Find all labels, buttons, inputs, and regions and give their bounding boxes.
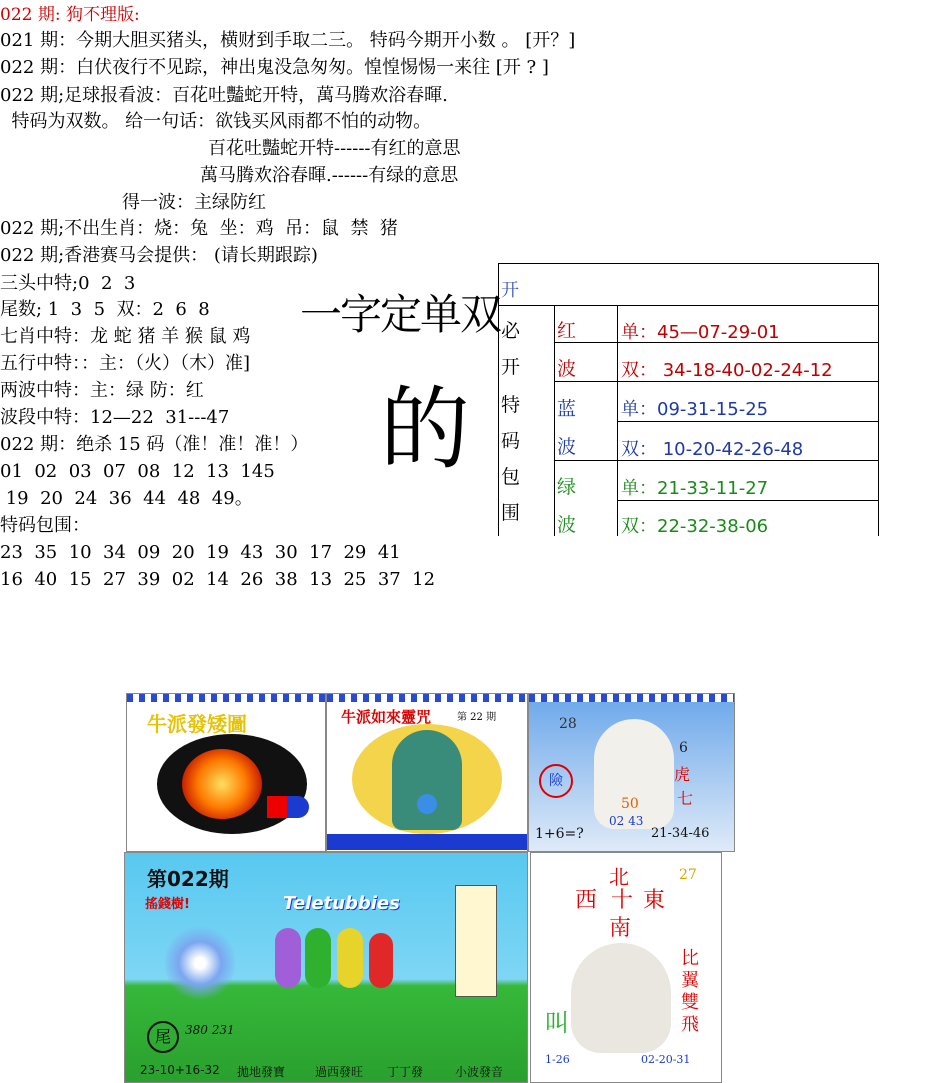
panel-title: 牛派發矮圖 (147, 712, 247, 736)
character-figure (337, 928, 363, 988)
image-panel-buddha (326, 693, 528, 852)
table-top-label: 开 (501, 280, 519, 301)
text-line-10: 三头中特;0 2 3 (0, 273, 136, 294)
text-line-15: 波段中特：12—22 31---47 (0, 407, 230, 428)
wave-blue-label: 蓝 (557, 398, 577, 420)
blue-double-numbers: 双： 10-20-42-26-48 (621, 439, 804, 460)
teletubbies-logo: Teletubbies (283, 893, 400, 914)
text-line-9: 022 期;香港赛马会提供： (请长期跟踪) (0, 245, 318, 266)
big-character: 的 (380, 377, 470, 482)
sign-board (455, 885, 497, 997)
skull-icon (571, 943, 671, 1053)
text-line-14: 两波中特：主：绿 防：红 (0, 380, 204, 401)
compass-south: 南 (609, 916, 632, 941)
text-line-20: 23 35 10 34 09 20 19 43 30 17 29 41 (0, 542, 401, 563)
footer-text: 過西發旺 (315, 1065, 364, 1079)
compass-west: 西 (575, 888, 598, 913)
panel-title: 牛派如來靈咒 (341, 708, 432, 726)
side-text: 比翼雙飛 (681, 948, 699, 1035)
image-panel-compass-skull (530, 852, 722, 1083)
red-single-numbers: 单：45—07-29-01 (621, 322, 780, 343)
text-line-2: 022 期：白伏夜行不见踪，神出鬼没急匆匆。惶惶惕惕一来往 [开 ? ] (0, 57, 549, 78)
compass-center: 十 (611, 888, 634, 913)
tail-badge: 尾 (147, 1021, 179, 1053)
footer-number: 02-20-31 (641, 1053, 691, 1066)
fire-icon (182, 749, 262, 819)
vertical-char: 包 (501, 466, 521, 488)
text-line-21: 16 40 15 27 39 02 14 26 38 13 25 37 12 (0, 569, 436, 590)
page-title: 022 期: 狗不理版: (0, 5, 140, 25)
vertical-char: 码 (501, 430, 521, 452)
wave-label: 波 (557, 436, 577, 458)
text-line-18: 19 20 24 36 44 48 49。 (0, 488, 253, 509)
character-figure (275, 928, 301, 988)
zodiac-char: 虎 (674, 765, 691, 784)
character-figure (369, 933, 393, 988)
footer-text: 拋地發寶 (237, 1065, 286, 1079)
text-line-3: 022 期;足球报看波：百花吐豔蛇开特，萬马腾欢浴春暉. (0, 85, 448, 106)
blue-single-numbers: 单：09-31-15-25 (621, 399, 769, 420)
vertical-char: 必 (501, 320, 521, 342)
text-line-19: 特码包围： (0, 515, 90, 536)
vertical-char: 开 (501, 356, 521, 378)
danger-badge: 險 (539, 764, 573, 798)
issue-label: 第 22 期 (457, 712, 497, 723)
footer-text: 丁丁發 (387, 1065, 424, 1079)
footer-text: 小波發音 (455, 1065, 504, 1079)
green-single-numbers: 单：21-33-11-27 (621, 478, 769, 499)
red-double-numbers: 双： 34-18-40-02-24-12 (621, 360, 833, 381)
image-panel-sky-skull (528, 693, 735, 852)
text-line-6: 萬马腾欢浴春暉.------有绿的意思 (200, 165, 459, 186)
skull-icon (594, 719, 674, 829)
text-line-11: 尾数; 1 3 5 双：2 6 8 (0, 299, 210, 320)
green-double-numbers: 双：22-32-38-06 (621, 516, 769, 537)
panel-numbers: 380 231 (185, 1023, 235, 1037)
wave-red-label: 红 (557, 320, 577, 342)
wave-label: 波 (557, 514, 577, 536)
panel-number: 02 43 (609, 814, 644, 828)
panel-number: 27 (679, 867, 697, 883)
result-numbers: 21-34-46 (651, 826, 710, 841)
text-line-8: 022 期;不出生肖：烧：兔 坐：鸡 吊：鼠 禁 猪 (0, 218, 398, 239)
panel-subtitle: 搖錢樹! (145, 897, 190, 912)
side-char: 叫 (545, 1009, 569, 1037)
wave-table (498, 263, 879, 536)
formula-text: 1+6=? (535, 826, 584, 842)
buddha-figure (392, 730, 462, 830)
text-line-13: 五行中特：：主：（火）（木）准] (0, 353, 251, 374)
panel-number: 28 (559, 716, 577, 732)
wave-green-label: 绿 (557, 476, 577, 498)
image-panel-fire (126, 693, 326, 852)
flower-icon (165, 923, 235, 1003)
text-line-1: 021 期：今期大胆买猪头，横财到手取二三。 特码今期开小数 。 [开？] (0, 30, 576, 51)
footer-text: 23-10+16-32 (140, 1063, 220, 1077)
vertical-char: 围 (501, 502, 521, 524)
vertical-char: 特 (501, 394, 521, 416)
text-line-5: 百花吐豔蛇开特------有红的意思 (208, 138, 461, 159)
number-char: 七 (677, 789, 694, 808)
panel-number: 50 (621, 796, 639, 812)
image-panel-teletubbies (124, 852, 528, 1083)
compass-east: 東 (643, 888, 666, 913)
wave-label: 波 (557, 358, 577, 380)
character-figure (305, 928, 331, 988)
text-line-4: 特码为双数。 给一句话：欲钱买风雨都不怕的动物。 (0, 111, 432, 132)
panel-number: 6 (679, 740, 688, 756)
text-line-12: 七肖中特：龙 蛇 猪 羊 猴 鼠 鸡 (0, 326, 251, 347)
text-line-7: 得一波：主绿防红 (122, 192, 266, 213)
slogan-heading: 一字定单双 (300, 290, 501, 339)
footer-number: 1-26 (545, 1053, 570, 1066)
text-line-17: 01 02 03 07 08 12 13 145 (0, 461, 275, 482)
panel-title: 第022期 (147, 867, 229, 891)
compass-north: 北 (609, 865, 629, 889)
text-line-16: 022 期：绝杀 15 码（准！准！准！） (0, 434, 309, 455)
